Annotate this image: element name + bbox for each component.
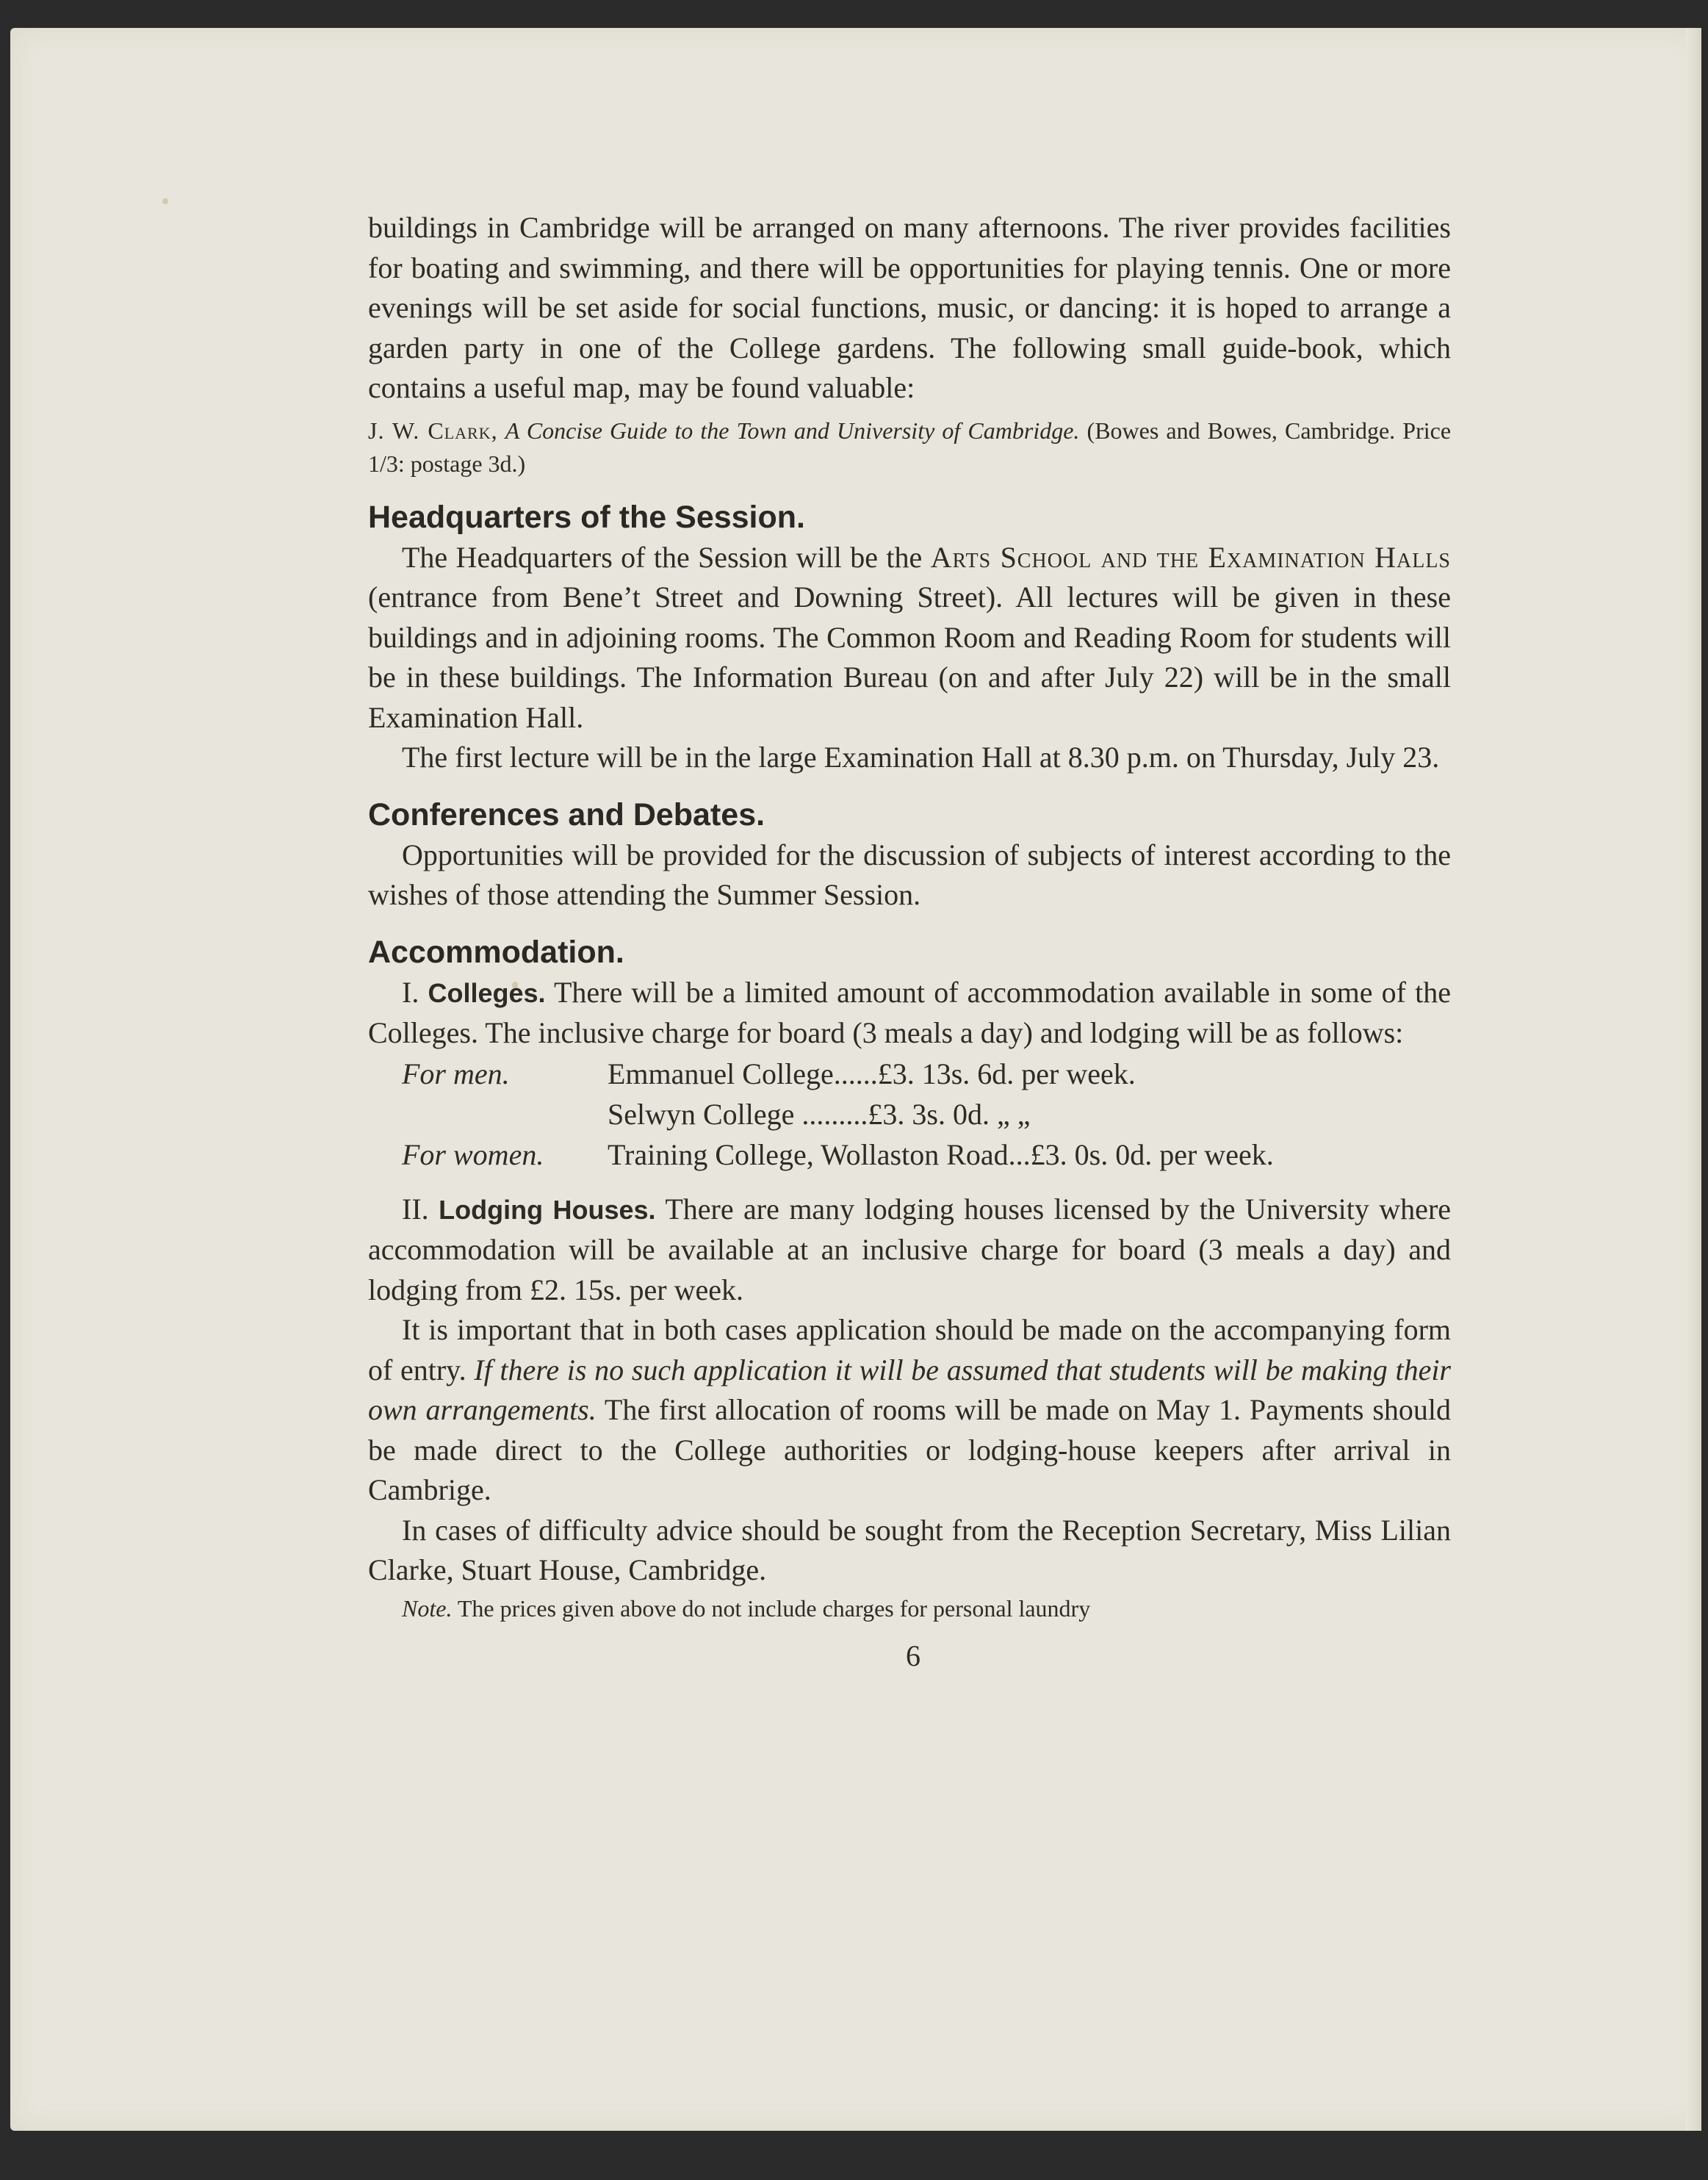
note-paragraph xyxy=(368,1592,1451,1625)
lodging-number: II. xyxy=(402,1192,429,1226)
rate-category: For women. xyxy=(402,1137,544,1171)
application-text-b: The first allocation of rooms will be made on May 1. Payments should be made direct to the College authorities or lodging-house keepers after arrival in Cambrige. xyxy=(368,1393,1451,1506)
reference-title: A Concise Guide to the Town and University of Cambridge. xyxy=(505,417,1080,444)
rate-detail: Emmanuel College......£3. 13s. 6d. per week. xyxy=(608,1057,1136,1090)
intro-paragraph: buildings in Cambridge will be arranged on many afternoons. The river provides facilities for boating and swimming, and there will be opportunities for playing tennis. One or more evenings will be set aside for social functions, music, or dancing: it is hoped to arrange a garden party in one of the College gardens. The following small guide-book, which contains a useful map, may be found valuable: xyxy=(368,211,1451,404)
rate-row xyxy=(402,1134,1274,1175)
rate-detail: Selwyn College .........£3. 3s. 0d. „ „ xyxy=(608,1097,1031,1131)
difficulty-paragraph: In cases of difficulty advice should be sought from the Reception Secretary, Miss Lilian Clarke, Stuart House, Cambridge. xyxy=(368,1513,1451,1586)
application-text-a: It is important that in both cases application should be made on the accompanying form of entry. xyxy=(368,1313,1451,1386)
page-number: 6 xyxy=(906,1638,920,1672)
page-edge-shadow xyxy=(1685,28,1701,2131)
colleges-label: Colleges. xyxy=(428,977,546,1008)
headquarters-text-a: The Headquarters of the Session will be the xyxy=(402,540,923,574)
lodging-text: There are many lodging houses licensed by the University where accommodation will be available at an inclusive charge for board (3 meals a day) and lodging from £2. 15s. per week. xyxy=(368,1192,1452,1306)
lodging-label: Lodging Houses. xyxy=(439,1194,656,1225)
headquarters-venue: Arts School and the Examination Halls xyxy=(930,540,1451,574)
rate-category: For men. xyxy=(402,1057,510,1090)
accommodation-heading: Accommodation. xyxy=(368,934,624,970)
application-italic: If there is no such application it will be assumed that students will be making their own arrangements. xyxy=(368,1353,1452,1426)
rate-row xyxy=(402,1054,1274,1094)
headquarters-paragraph xyxy=(368,538,1451,738)
conferences-heading: Conferences and Debates. xyxy=(368,796,765,832)
document-page xyxy=(10,28,1701,2131)
lodging-houses-paragraph xyxy=(368,1190,1451,1311)
college-rates-table xyxy=(402,1054,1274,1175)
rate-category xyxy=(402,1094,608,1134)
colleges-paragraph xyxy=(368,973,1451,1054)
conferences-paragraph: Opportunities will be provided for the discussion of subjects of interest according to the wishes of those attending the Summer Session. xyxy=(368,838,1451,911)
guidebook-reference xyxy=(368,414,1451,481)
colleges-text: There will be a limited amount of accommodation available in some of the Colleges. The inclusive charge for board (3 meals a day) and lodging will be as follows: xyxy=(368,975,1451,1049)
colleges-number: I. xyxy=(402,975,419,1009)
note-text: The prices given above do not include charges for personal laundry xyxy=(457,1594,1091,1622)
page-content xyxy=(368,208,1451,1673)
application-paragraph xyxy=(368,1310,1451,1511)
first-lecture-paragraph: The first lecture will be in the large Examination Hall at 8.30 p.m. on Thursday, July 23. xyxy=(402,741,1440,774)
reference-publisher: (Bowes and Bowes, Cambridge. Price 1/3: postage 3d.) xyxy=(368,417,1452,477)
reference-author: J. W. Clark, xyxy=(368,417,498,444)
paper-speck xyxy=(162,198,168,204)
rate-detail: Training College, Wollaston Road...£3. 0s. 0d. per week. xyxy=(608,1137,1274,1171)
headquarters-text-b: (entrance from Bene’t Street and Downing Street). All lectures will be given in these buildings and in adjoining rooms. The Common Room and Reading Room for students will be in these buildings. The Information Bureau (on and after July 22) will be in the small Examination Hall. xyxy=(368,580,1451,734)
headquarters-heading: Headquarters of the Session. xyxy=(368,499,805,535)
rate-row xyxy=(402,1094,1274,1134)
note-label: Note. xyxy=(402,1594,453,1622)
